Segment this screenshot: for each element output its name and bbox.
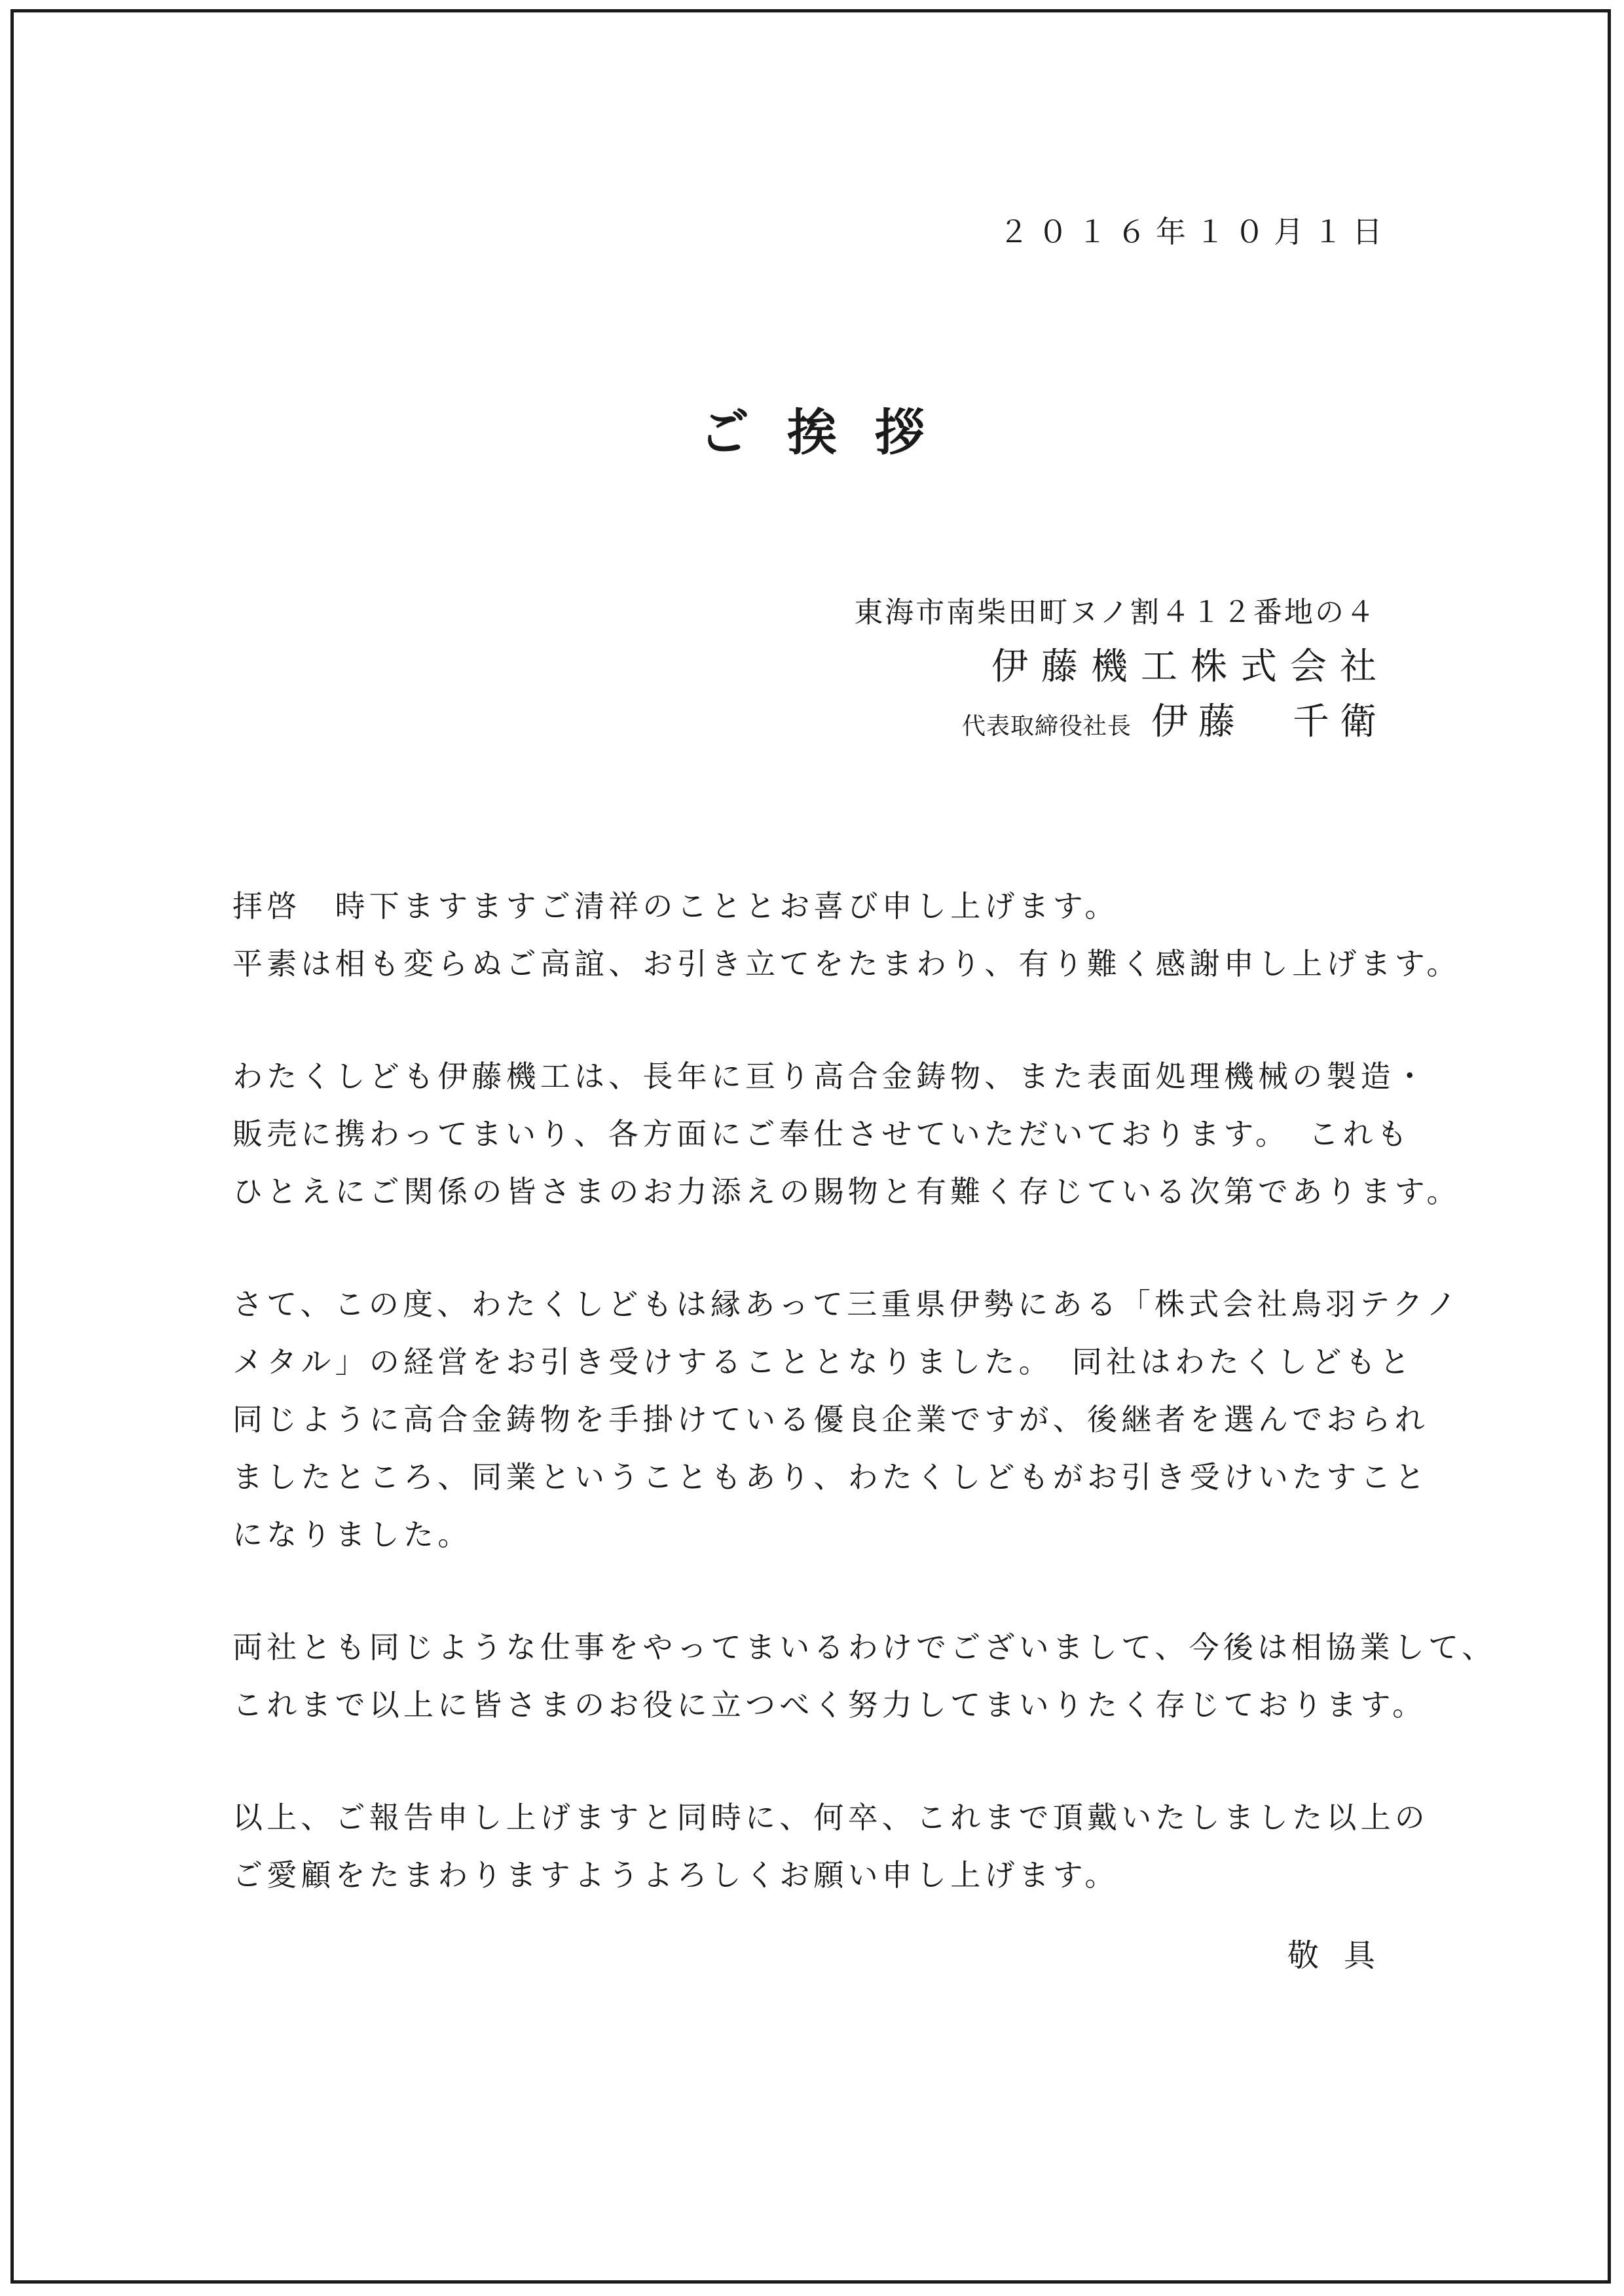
body-line: 販売に携わってまいり、各方面にご奉仕させていただいております。 これも bbox=[232, 1116, 1411, 1152]
representative-name: 伊藤 千衛 bbox=[1151, 701, 1387, 743]
body-line: 両社とも同じような仕事をやってまいるわけでございまして、今後は相協業して、 bbox=[232, 1630, 1496, 1665]
body-line: ましたところ、同業ということもあり、わたくしどもがお引き受けいたすこと bbox=[232, 1459, 1429, 1495]
body-line: これまで以上に皆さまのお役に立つべく努力してまいりたく存じております。 bbox=[232, 1687, 1427, 1722]
letter-body bbox=[232, 877, 1496, 1959]
representative-title: 代表取締役社長 bbox=[961, 713, 1132, 740]
paragraph-conclusion bbox=[232, 1789, 1429, 1904]
body-line: 平素は相も変らぬご高誼、お引き立てをたまわり、有り難く感謝申し上げます。 bbox=[232, 946, 1461, 981]
paragraph-acquisition bbox=[232, 1275, 1461, 1563]
paragraph-greeting bbox=[232, 877, 1461, 993]
body-line: になりました。 bbox=[232, 1517, 472, 1552]
body-line: ひとえにご関係の皆さまのお力添えの賜物と有難く存じている次第であります。 bbox=[232, 1174, 1461, 1209]
closing-phrase: 敬具 bbox=[1287, 1937, 1400, 1974]
body-line: 同じように高合金鋳物を手掛けている優良企業ですが、後継者を選んでおられ bbox=[232, 1402, 1429, 1437]
sender-representative bbox=[854, 695, 1387, 750]
body-line: 拝啓 時下ますますご清祥のこととお喜び申し上げます。 bbox=[232, 888, 1119, 924]
sender-block bbox=[854, 586, 1390, 750]
sender-company: 伊藤機工株式会社 bbox=[991, 646, 1390, 688]
body-line: 以上、ご報告申し上げますと同時に、何卒、これまで頂戴いたしました以上の bbox=[232, 1800, 1429, 1835]
paragraph-cooperation bbox=[232, 1618, 1496, 1734]
body-line: ご愛顧をたまわりますようよろしくお願い申し上げます。 bbox=[232, 1857, 1119, 1893]
body-line: さて、この度、わたくしどもは縁あって三重県伊勢にある「株式会社鳥羽テクノ bbox=[232, 1286, 1461, 1322]
body-line: メタル」の経営をお引き受けすることとなりました。 同社はわたくしどもと bbox=[232, 1344, 1414, 1379]
letter-title: ご挨拶 bbox=[699, 403, 963, 462]
letter-date: ２０１６年１０月１日 bbox=[999, 214, 1392, 249]
sender-address: 東海市南柴田町ヌノ割４１２番地の４ bbox=[854, 596, 1376, 629]
body-line: わたくしども伊藤機工は、長年に亘り高合金鋳物、また表面処理機械の製造・ bbox=[232, 1059, 1429, 1094]
paragraph-company-history bbox=[232, 1048, 1461, 1220]
